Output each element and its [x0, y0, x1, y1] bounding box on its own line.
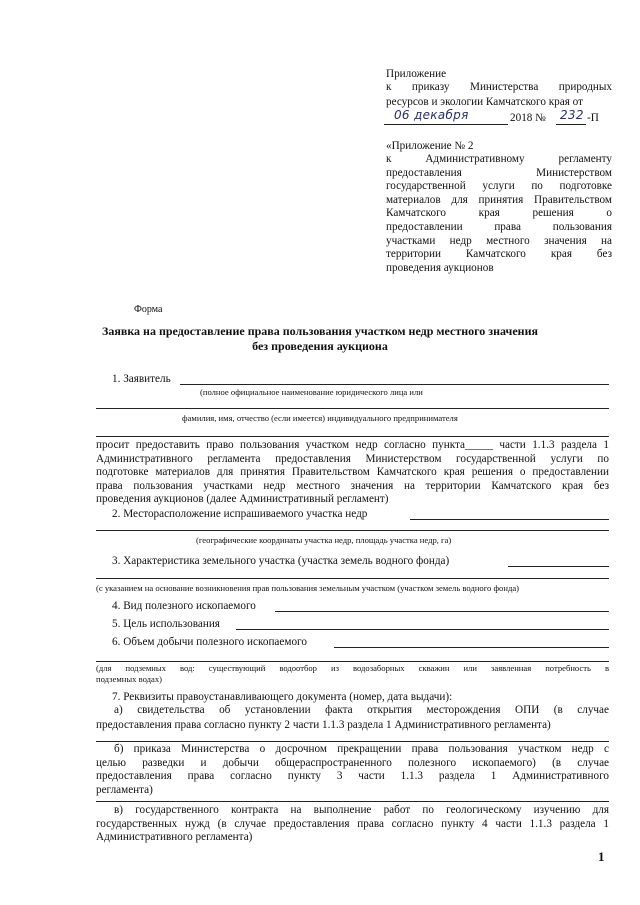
doc-b-line: регламента)	[96, 783, 153, 796]
handwritten-date: 06 декабря	[394, 108, 469, 122]
form-label: Форма	[134, 304, 163, 315]
appendix-2: «Приложение № 2	[386, 140, 474, 152]
regulation-line: государственной услуги по подготовке	[386, 180, 612, 193]
form-title-line1: Заявка на предоставление права пользования участком недр местного значения	[102, 324, 538, 338]
location-line[interactable]	[410, 519, 609, 520]
land-label: 3. Характеристика земельного участка (участка земель водного фонда)	[112, 555, 450, 567]
regulation-line: проведения аукционов	[386, 261, 494, 274]
request-line: подготовке материалов для принятия Правительством Камчатского края решения о предоставлении	[96, 466, 609, 479]
volume-line[interactable]	[334, 647, 609, 648]
regulation-line: территории Камчатского края без	[386, 248, 612, 261]
regulation-line: материалов для принятия Правительством	[386, 193, 612, 206]
page-number: 1	[598, 849, 605, 864]
regulation-line: Камчатского края решения о	[386, 207, 612, 220]
header-order-line1: к приказу Министерства природных	[386, 81, 612, 93]
request-line: просит предоставить право пользования участком недр согласно пункта_____ части 1.1.3 раздела 1	[96, 439, 609, 451]
number-underline	[556, 124, 586, 125]
doc-b-paragraph	[96, 743, 609, 797]
regulation-line: предоставлении права пользования	[386, 220, 612, 233]
number-suffix: -П	[587, 112, 599, 124]
request-paragraph	[96, 439, 609, 507]
location-label: 2. Месторасположение испрашиваемого участка недр	[112, 508, 368, 520]
location-hint: (географические координаты участка недр, площадь участка недр, га)	[196, 535, 452, 545]
volume-hint1: (для подземных вод: существующий водоотбор из водозаборных скважин или заявленная потребность в	[96, 663, 609, 673]
doc-b-line-field[interactable]	[96, 801, 609, 802]
doc-a-line2: предоставления права согласно пункту 2 части 1.1.3 раздела 1 Административного регламента)	[96, 719, 551, 731]
doc-b-line: б) приказа Министерства о досрочном прекращении права пользования участком недр с	[114, 743, 609, 755]
mineral-type-label: 4. Вид полезного ископаемого	[112, 600, 256, 612]
volume-hint2: подземных водах)	[96, 674, 162, 684]
request-line: Административного регламента предоставления Министерством государственной услуги по	[96, 452, 609, 465]
volume-label: 6. Объем добычи полезного ископаемого	[112, 636, 307, 648]
land-line2[interactable]	[96, 578, 609, 579]
request-line: права пользования участками недр местного значения на территории Камчатского края без	[96, 479, 609, 492]
documents-label: 7. Реквизиты правоустанавливающего документа (номер, дата выдачи):	[112, 691, 453, 703]
doc-a-line1: а) свидетельства об установлении факта открытия месторождения ОПИ (в случае	[114, 704, 609, 716]
applicant-line3[interactable]	[96, 436, 609, 437]
applicant-line2[interactable]	[96, 408, 609, 409]
purpose-line[interactable]	[236, 629, 609, 630]
handwritten-number: 232	[560, 108, 584, 122]
regulation-line: участками недр местного значения на	[386, 234, 612, 247]
doc-c-line: Административного регламента)	[96, 831, 253, 844]
doc-c-line: государственных нужд (в случае предоставления права согласно пункту 4 части 1.1.3 раздела 1	[96, 817, 609, 830]
request-line: проведения аукционов (далее Административный регламент)	[96, 493, 389, 506]
regulation-block	[386, 153, 612, 275]
regulation-line: предоставления Министерством	[386, 166, 612, 179]
location-line2[interactable]	[96, 530, 609, 531]
regulation-line: к Административному регламенту	[386, 153, 612, 165]
applicant-hint1: (полное официальное наименование юридического лица или	[200, 387, 423, 397]
header-order-line2: ресурсов и экологии Камчатского края от	[386, 96, 584, 108]
doc-a-line[interactable]	[96, 741, 609, 742]
date-underline	[384, 124, 508, 125]
volume-line2[interactable]	[96, 661, 609, 662]
doc-c-line: в) государственного контракта на выполнение работ по геологическому изучению для	[114, 804, 609, 816]
applicant-label: 1. Заявитель	[112, 373, 171, 385]
land-hint: (с указанием на основание возникновения прав пользования земельным участком (участком земель водного фонда)	[96, 583, 519, 593]
mineral-type-line[interactable]	[275, 611, 609, 612]
header-appendix: Приложение	[386, 68, 447, 80]
applicant-hint2: фамилия, имя, отчество (если имеется) индивидуального предпринимателя	[182, 413, 458, 423]
doc-b-line: предоставления права согласно пункту 3 части 1.1.3 раздела 1 Административного	[96, 770, 609, 783]
form-title-line2: без проведения аукциона	[252, 339, 388, 353]
doc-c-paragraph	[96, 804, 609, 845]
doc-b-line: целью разведки и добычи общераспространенного полезного ископаемого) (в случае	[96, 756, 609, 769]
land-line[interactable]	[508, 566, 609, 567]
year-number-label: 2018 №	[510, 112, 546, 124]
purpose-label: 5. Цель использования	[112, 618, 220, 630]
header-date-row	[382, 108, 622, 126]
applicant-line[interactable]	[180, 384, 609, 385]
